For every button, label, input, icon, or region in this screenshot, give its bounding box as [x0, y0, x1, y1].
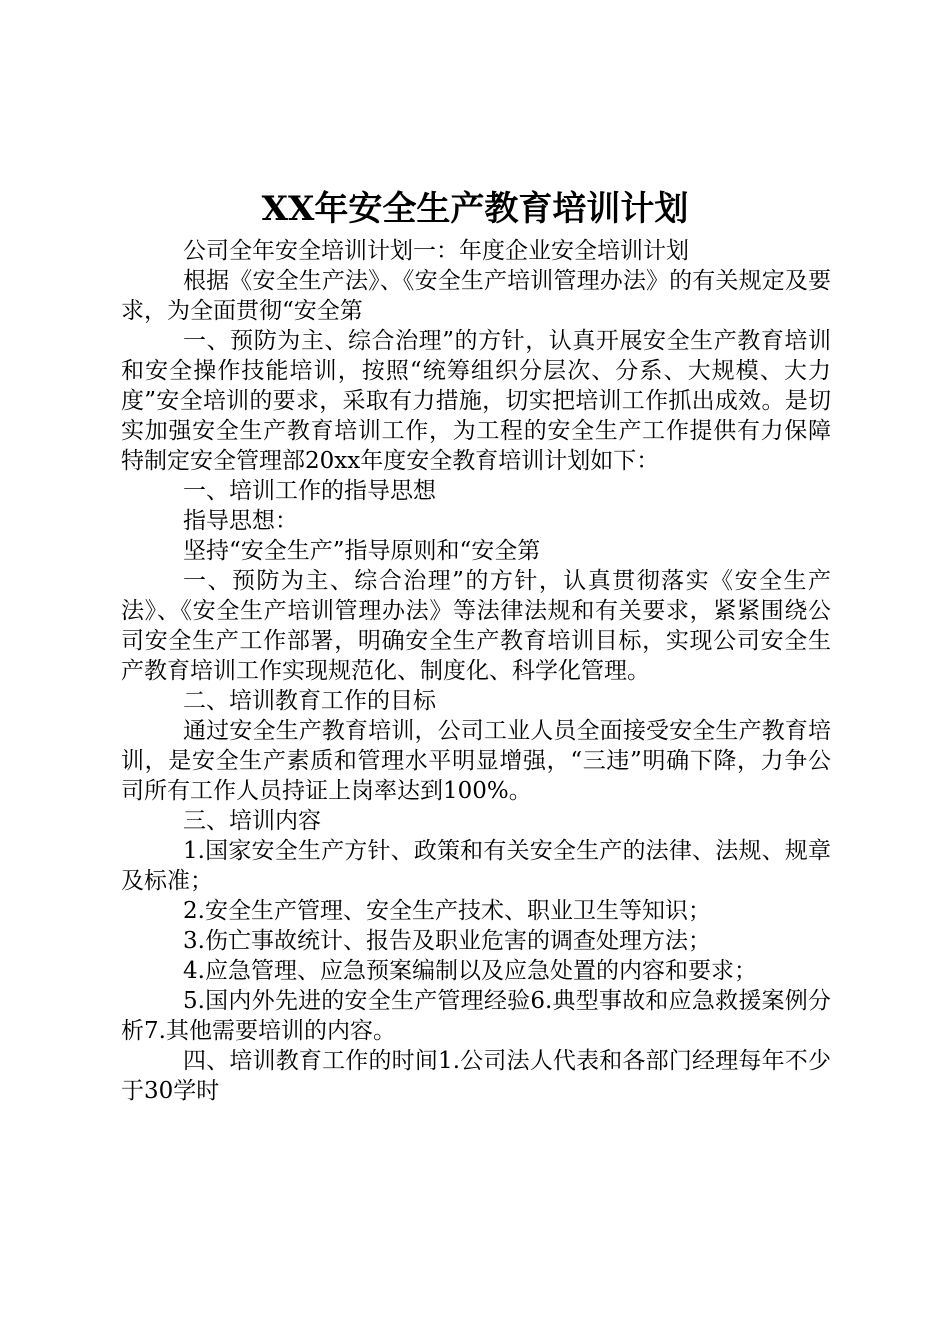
- paragraph: 1.国家安全生产方针、政策和有关安全生产的法律、法规、规章及标准；: [121, 838, 831, 894]
- paragraph: 3.伤亡事故统计、报告及职业危害的调查处理方法；: [183, 928, 711, 954]
- paragraph: 二、培训教育工作的目标: [183, 688, 436, 714]
- document-title: XX年安全生产教育培训计划: [261, 189, 689, 229]
- paragraph: 通过安全生产教育培训，公司工业人员全面接受安全生产教育培训，是安全生产素质和管理水平明显增强，“三违”明确下降，力争公司所有工作人员持证上岗率达到100%。: [121, 718, 831, 804]
- paragraph: 2.安全生产管理、安全生产技术、职业卫生等知识；: [183, 898, 711, 924]
- paragraph: 四、培训教育工作的时间1.公司法人代表和各部门经理每年不少于30学时: [121, 1048, 831, 1104]
- paragraph: 4.应急管理、应急预案编制以及应急处置的内容和要求；: [183, 958, 757, 984]
- paragraph: 公司全年安全培训计划一：年度企业安全培训计划: [183, 238, 689, 264]
- paragraph: 三、培训内容: [183, 808, 321, 834]
- paragraph: 5.国内外先进的安全生产管理经验6.典型事故和应急救援案例分析7.其他需要培训的内容。: [121, 988, 831, 1044]
- paragraph: 一、预防为主、综合治理”的方针，认真开展安全生产教育培训和安全操作技能培训，按照“统筹组织分层次、分系、大规模、大力度”安全培训的要求，采取有力措施，切实把培训工作抓出成效。是切实加强安全生产教育培训工作，为工程的安全生产工作提供有力保障特制定安全管理部20xx年度安全教育培训计划如下：: [121, 328, 831, 474]
- paragraph: 指导思想：: [183, 508, 298, 534]
- paragraph: 根据《安全生产法》、《安全生产培训管理办法》的有关规定及要求，为全面贯彻“安全第: [121, 268, 831, 324]
- paragraph: 坚持“安全生产”指导原则和“安全第: [183, 538, 541, 564]
- paragraph: 一、预防为主、综合治理”的方针，认真贯彻落实《安全生产法》、《安全生产培训管理办法》等法律法规和有关要求，紧紧围绕公司安全生产工作部署，明确安全生产教育培训目标，实现公司安全生产教育培训工作实现规范化、制度化、科学化管理。: [121, 568, 831, 684]
- paragraph: 一、培训工作的指导思想: [183, 478, 436, 504]
- document-body: [121, 236, 831, 1106]
